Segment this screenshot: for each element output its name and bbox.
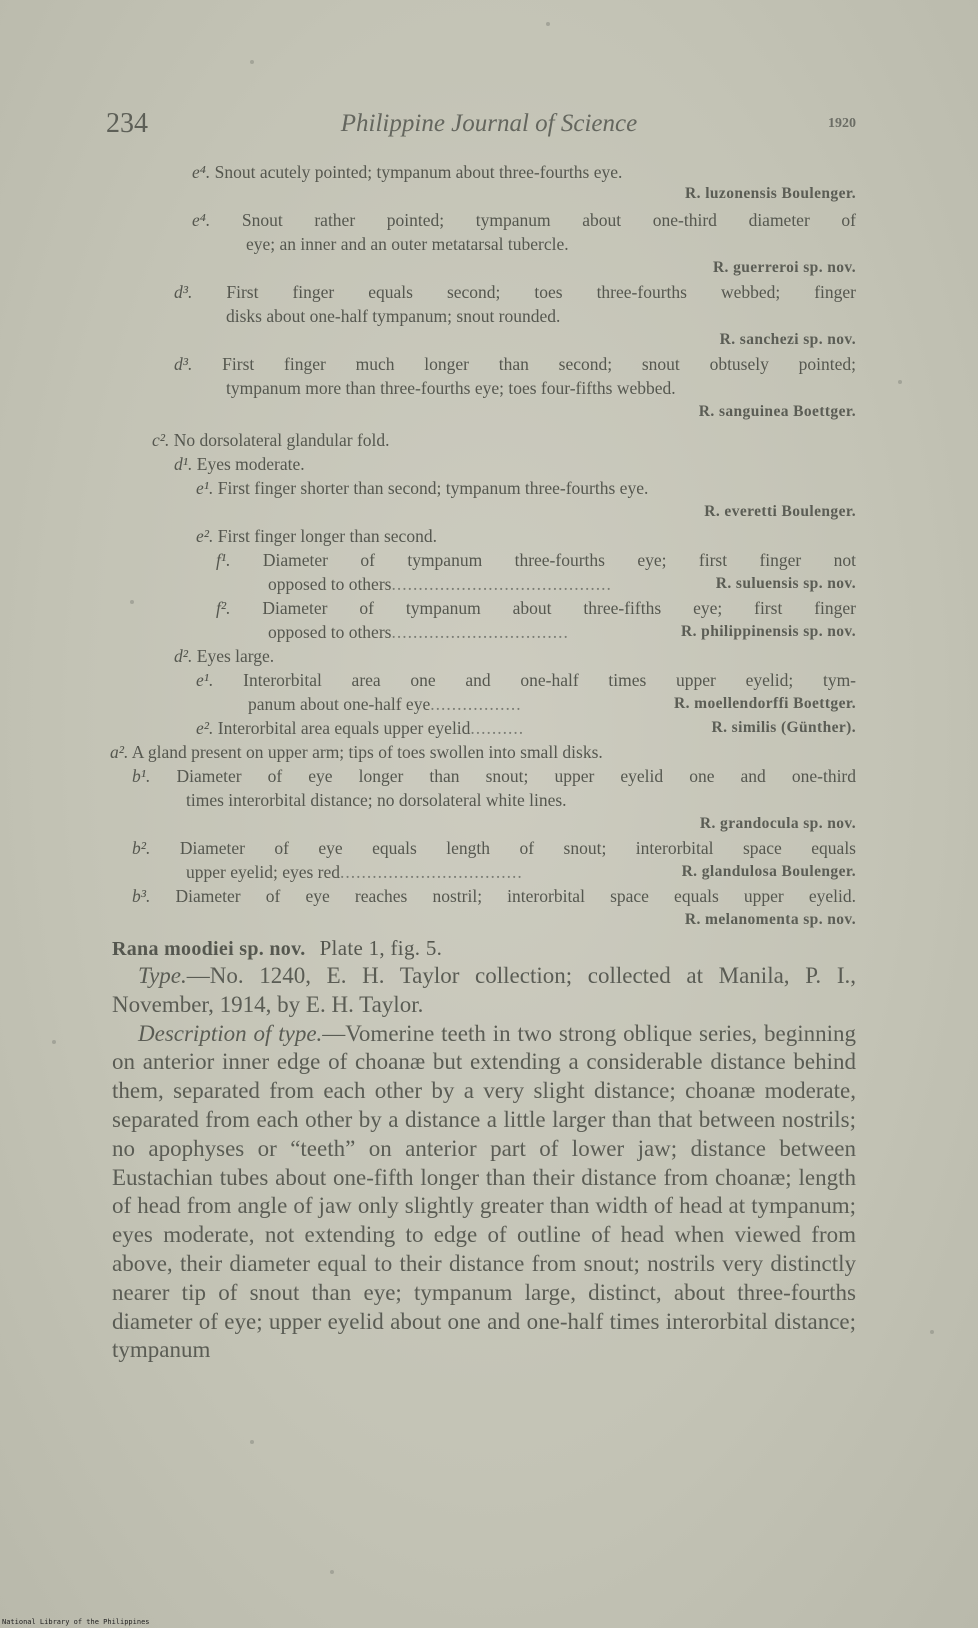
- type-label: Type.: [138, 963, 187, 988]
- type-paragraph: [112, 962, 856, 1020]
- key-species: R. glandulosa Boulenger.: [681, 863, 856, 880]
- key-species: R. similis (Günther).: [711, 719, 856, 736]
- key-label: e¹.: [196, 670, 214, 690]
- key-text: Diameter of eye equals length of snout; interorbital space equals: [179, 838, 856, 858]
- plate-reference: Plate 1, fig. 5.: [319, 936, 443, 960]
- description-label: Description of type.: [138, 1020, 323, 1046]
- key-text: Eyes moderate.: [196, 454, 305, 474]
- key-label: e².: [196, 718, 214, 738]
- species-heading: [112, 936, 442, 961]
- description-text: —Vomerine teeth in two strong oblique series, beginning on anterior inner edge of choanæ but extending a considerable distance behind them, separated from each other by a very slight distance; choanæ moderate, separated from each other by a distance a little larger than that between nostrils; no apophyses or “teeth” on anterior part of lower jaw; distance between Eustachian tubes about one-fifth longer than their distance from choanæ; length of head from angle of jaw only slightly greater than width of head at tympanum; eyes moderate, not extending to edge of outline of head when viewed from above, their diameter equal to their distance from snout; nostrils very distinctly nearer tip of snout than eye; tympanum large, distinct, about three-fourths diameter of eye; upper eyelid about one and one-half times interorbital distance; tympanum: [112, 1020, 857, 1363]
- key-text: tympanum more than three-fourths eye; toes four-fifths webbed.: [226, 378, 676, 398]
- key-species: R. suluensis sp. nov.: [715, 575, 856, 592]
- key-text: First finger longer than second.: [217, 526, 437, 546]
- key-text: disks about one-half tympanum; snout rounded.: [226, 306, 561, 326]
- description-paragraph: [112, 1020, 856, 1366]
- key-label: b².: [132, 838, 151, 858]
- key-label: e².: [196, 526, 214, 546]
- key-species: R. melanomenta sp. nov.: [684, 911, 856, 928]
- type-text: —No. 1240, E. H. Taylor collection; collected at Manila, P. I., November, 1914, by E. H. Taylor.: [112, 963, 856, 1017]
- key-species: R. sanchezi sp. nov.: [719, 331, 856, 348]
- key-text: Diameter of eye longer than snout; upper eyelid one and one-third: [176, 766, 857, 786]
- year: 1920: [828, 116, 856, 131]
- key-text: First finger much longer than second; snout obtusely pointed;: [222, 354, 856, 374]
- scan-speck: [930, 1330, 934, 1334]
- key-text: Snout rather pointed; tympanum about one-third diameter of: [241, 210, 856, 230]
- key-species: R. moellendorffi Boettger.: [673, 695, 856, 712]
- page-number: 234: [106, 108, 148, 139]
- key-label: a².: [110, 742, 129, 762]
- key-text: upper eyelid; eyes red: [186, 862, 341, 882]
- key-text: eye; an inner and an outer metatarsal tubercle.: [246, 234, 569, 254]
- key-label: d¹.: [174, 454, 193, 474]
- key-text: Diameter of tympanum about three-fifths eye; first finger: [262, 598, 856, 618]
- key-species: R. grandocula sp. nov.: [699, 815, 856, 832]
- key-text: Diameter of tympanum three-fourths eye; first finger not: [262, 550, 856, 570]
- key-label: e¹.: [196, 478, 214, 498]
- scan-speck: [130, 600, 134, 604]
- key-text: First finger equals second; toes three-fourths webbed; finger: [226, 282, 857, 302]
- key-species: R. sanguinea Boettger.: [698, 403, 856, 420]
- journal-title: Philippine Journal of Science: [340, 110, 638, 137]
- description-body: [112, 962, 856, 1365]
- species-name: Rana moodiei sp. nov.: [112, 938, 306, 960]
- key-text: Interorbital area equals upper eyelid: [217, 718, 471, 738]
- key-text: opposed to others: [268, 622, 392, 642]
- key-text: panum about one-half eye: [248, 694, 431, 714]
- scan-speck: [250, 1440, 254, 1444]
- key-label: d³.: [174, 282, 193, 302]
- scan-speck: [52, 1040, 56, 1044]
- key-text: Interorbital area one and one-half times upper eyelid; tym-: [243, 670, 857, 690]
- key-label: b³.: [132, 886, 151, 906]
- key-label: b¹.: [132, 766, 151, 786]
- scan-speck: [250, 60, 254, 64]
- key-species: R. guerreroi sp. nov.: [712, 259, 856, 276]
- key-text: No dorsolateral glandular fold.: [173, 430, 390, 450]
- key-text: Eyes large.: [196, 646, 275, 666]
- key-text: First finger shorter than second; tympanum three-fourths eye.: [217, 478, 649, 498]
- scanned-page: 234 Philippine Journal of Science 1920 e⁴. Snout acutely pointed; tympanum about three-fourths eye. R. luzonensis Boulenger. e⁴. Snout rather pointed; tympanum about one-third diameter of eye; an inner and an outer metatarsal tubercle. R. guerreroi sp. nov. d³. First finger equals second; toes three-fourths webbed; finger disks about one-half tympanum; snout rounded. R. sanchezi sp. nov. d³. First finger much longer than second; snout obtusely pointed; tympanum more than three-fourths eye; toes four-fifths webbed. R. sanguinea Boettger. c². No dorsolateral glandular fold. d¹. Eyes moderate. e¹. First finger shorter than second; tympanum three-fourths eye. R. everetti Boulenger. e². First finger longer than second. f¹. Diameter of tympanum three-fourths eye; first finger not opposed to others......................................... R. suluensis sp. nov. f². Diameter of tympanum about three-fifths eye; first finger opposed to others................................. R. philippinensis sp. nov. d². Eyes large. e¹. Interorbital area one and one-half times upper eyelid; tym- panum about one-half eye................. R. moellendorffi Boettger. e². Interorbital area equals upper eyelid.......... R. similis (Günther). a². A gland present on upper arm; tips of toes swollen into small disks. b¹. Diameter of eye longer than snout; upper eyelid one and one-third times interorbital distance; no dorsolateral white lines. R. grandocula sp. nov. b². Diameter of eye equals length of snout; interorbital space equals upper eyelid; eyes red.................................. R. glandulosa Boulenger. b³. Diameter of eye reaches nostril; interorbital space equals upper eyelid. R. melanomenta sp. nov. Rana moodiei sp. nov. Plate 1, fig. 5. Type.—No. 1240, E. H. Taylor collection; collected at Manila, P. I., November, 1914, by E. H. Taylor. Description of type.—Vomerine teeth in two strong oblique series, beginning on anterior inner edge of choanæ but extending a considerable distance behind them, separated from each other by a very slight distance; choanæ moderate, separated from each other by a distance a little larger than that between nostrils; no apophyses or “teeth” on anterior part of lower jaw; distance between Eustachian tubes about one-fifth longer than their distance from choanæ; length of head from angle of jaw only slightly greater than width of head at tympanum; eyes moderate, not extending to edge of outline of head when viewed from above, their diameter equal to their distance from snout; nostrils very distinctly nearer tip of snout than eye; tympanum large, distinct, about three-fourths diameter of eye; upper eyelid about one and one-half times interorbital distance; tympanum National Library of the Philippines: [0, 0, 978, 1628]
- key-label: d².: [174, 646, 193, 666]
- key-text: times interorbital distance; no dorsolateral white lines.: [186, 790, 567, 810]
- scan-speck: [546, 22, 550, 26]
- key-label: f¹.: [216, 550, 231, 570]
- scan-speck: [898, 380, 902, 384]
- key-label: d³.: [174, 354, 193, 374]
- key-text: A gland present on upper arm; tips of toes swollen into small disks.: [131, 742, 603, 762]
- key-species: R. luzonensis Boulenger.: [685, 185, 856, 202]
- key-label: c².: [152, 430, 170, 450]
- key-label: f².: [216, 598, 231, 618]
- key-species: R. philippinensis sp. nov.: [681, 623, 856, 640]
- key-text: opposed to others: [268, 574, 392, 594]
- key-species: R. everetti Boulenger.: [704, 503, 856, 520]
- footer-credit: National Library of the Philippines: [2, 1618, 150, 1626]
- scan-speck: [330, 1570, 334, 1574]
- key-label: e⁴.: [192, 162, 211, 182]
- running-header: [0, 108, 978, 148]
- key-text: Snout acutely pointed; tympanum about three-fourths eye.: [214, 162, 623, 182]
- key-label: e⁴.: [192, 210, 211, 230]
- key-text: Diameter of eye reaches nostril; interorbital space equals upper eyelid.: [175, 886, 857, 906]
